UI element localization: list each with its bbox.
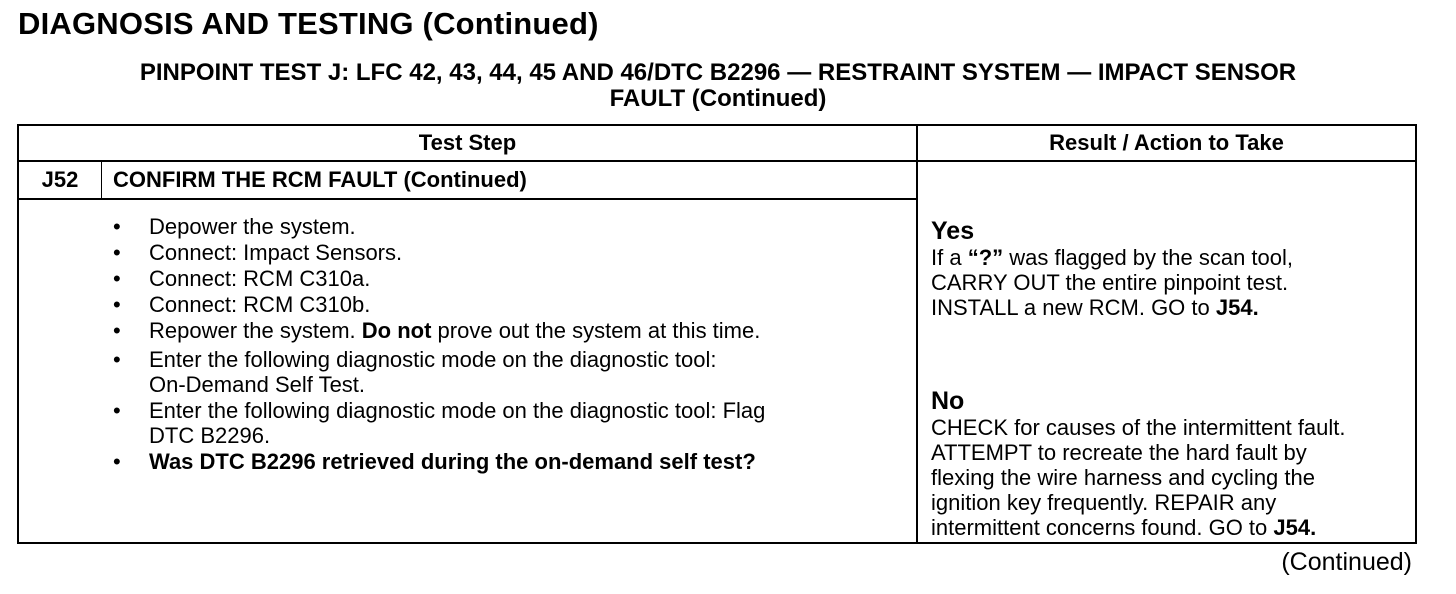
- bullet: •: [113, 292, 121, 317]
- header-result-action: Result / Action to Take: [1049, 130, 1284, 155]
- bullet: •: [113, 398, 121, 423]
- step-text: Enter the following diagnostic mode on the diagnostic tool: Flag: [149, 398, 766, 423]
- step-text: Enter the following diagnostic mode on the diagnostic tool:: [149, 347, 717, 372]
- pinpoint-test-table: [17, 124, 1417, 544]
- step-id-divider: [101, 162, 102, 198]
- column-divider: [916, 126, 918, 542]
- result-text-emphasis: “?”: [967, 245, 1004, 270]
- list-item: [113, 266, 903, 291]
- page-title: DIAGNOSIS AND TESTING (Continued): [18, 6, 599, 41]
- bullet: •: [113, 318, 121, 343]
- result-no-line5: [931, 515, 1415, 540]
- bullet: •: [113, 214, 121, 239]
- header-test-step: Test Step: [418, 130, 517, 155]
- step-text: Connect: RCM C310a.: [149, 266, 371, 291]
- result-no: [931, 387, 1415, 540]
- step-reference: J54.: [1215, 295, 1259, 320]
- step-title: CONFIRM THE RCM FAULT (Continued): [113, 167, 527, 192]
- step-text: Depower the system.: [149, 214, 356, 239]
- result-yes-line2: CARRY OUT the entire pinpoint test.: [931, 270, 1289, 295]
- test-step-list: [113, 214, 903, 475]
- step-text: Connect: RCM C310b.: [149, 292, 371, 317]
- list-item: [113, 449, 903, 474]
- step-id: J52: [41, 167, 79, 192]
- continued-label: (Continued): [1281, 548, 1412, 576]
- result-yes-label: Yes: [931, 217, 975, 245]
- step-text-emphasis: Do not: [361, 318, 432, 343]
- list-item: [113, 292, 903, 317]
- result-no-line1: CHECK for causes of the intermittent fault.: [931, 415, 1346, 440]
- result-yes-line3: [931, 295, 1415, 320]
- step-title-divider: [19, 198, 917, 200]
- step-text: prove out the system at this time.: [437, 318, 761, 343]
- list-item: [113, 398, 903, 448]
- result-text: If a: [931, 245, 962, 270]
- result-no-line2: ATTEMPT to recreate the hard fault by: [931, 440, 1307, 465]
- list-item: [113, 240, 903, 265]
- result-text: intermittent concerns found. GO to: [931, 515, 1268, 540]
- pinpoint-test-title: [18, 60, 1418, 112]
- result-no-line4: ignition key frequently. REPAIR any: [931, 490, 1277, 515]
- bullet: •: [113, 266, 121, 291]
- result-text: INSTALL a new RCM. GO to: [931, 295, 1210, 320]
- list-item: [113, 347, 903, 397]
- result-yes-line1: [931, 245, 1415, 270]
- result-yes: [931, 217, 1415, 320]
- result-text: was flagged by the scan tool,: [1009, 245, 1294, 270]
- list-item: [113, 318, 903, 343]
- result-no-line3: flexing the wire harness and cycling the: [931, 465, 1315, 490]
- pinpoint-test-title-line1: PINPOINT TEST J: LFC 42, 43, 44, 45 AND 46/DTC B2296 — RESTRAINT SYSTEM — IMPACT SENSOR: [139, 59, 1297, 86]
- bullet: •: [113, 347, 121, 372]
- step-text: Repower the system.: [149, 318, 356, 343]
- bullet: •: [113, 240, 121, 265]
- step-reference: J54.: [1273, 515, 1317, 540]
- step-text: Connect: Impact Sensors.: [149, 240, 403, 265]
- list-item: [113, 214, 903, 239]
- step-text: DTC B2296.: [149, 423, 271, 448]
- step-question: Was DTC B2296 retrieved during the on-demand self test?: [149, 449, 756, 474]
- bullet: •: [113, 449, 121, 474]
- pinpoint-test-title-line2: FAULT (Continued): [609, 85, 827, 112]
- step-text: On-Demand Self Test.: [149, 372, 366, 397]
- result-no-label: No: [931, 387, 965, 415]
